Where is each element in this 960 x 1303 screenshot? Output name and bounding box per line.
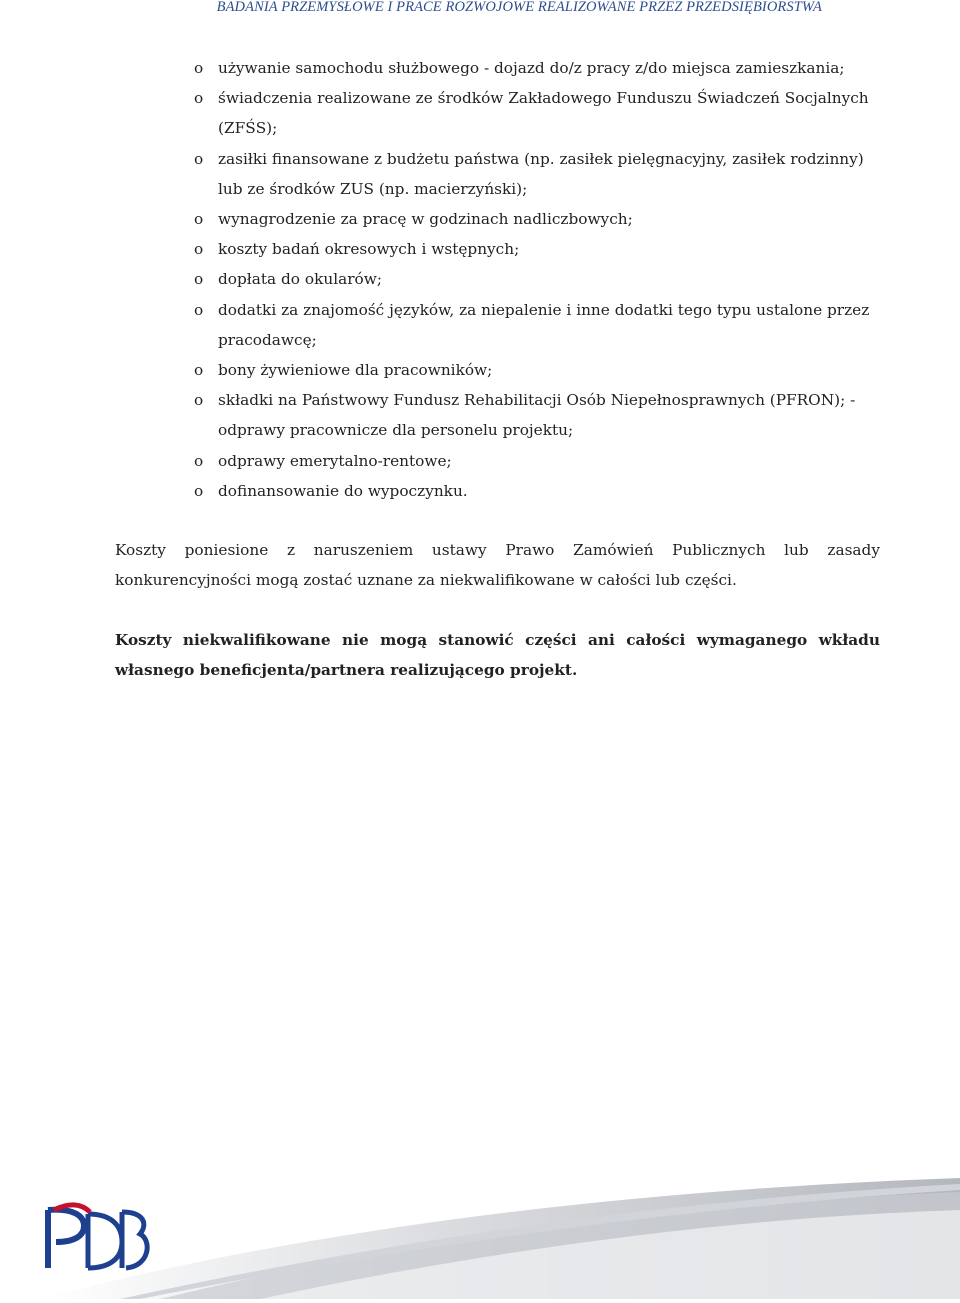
list-item xyxy=(194,295,882,355)
running-header: BADANIA PRZEMYSŁOWE I PRACE ROZWOJOWE REALIZOWANE PRZEZ PRZEDSIĘBIORSTWA xyxy=(216,0,822,15)
list-item xyxy=(194,355,882,385)
list-item xyxy=(194,144,882,204)
pdb-logo xyxy=(44,1202,154,1272)
list-bullet: o xyxy=(194,210,204,229)
list-item xyxy=(194,53,882,83)
list-bullet: o xyxy=(194,240,204,259)
list-bullet: o xyxy=(194,270,204,289)
list-item-text: odprawy emerytalno-rentowe; xyxy=(218,451,452,470)
list-item-text: dopłata do okularów; xyxy=(218,270,382,289)
list-item xyxy=(194,446,882,476)
list-item xyxy=(194,234,882,264)
list-item-text: wynagrodzenie za pracę w godzinach nadliczbowych; xyxy=(218,210,633,229)
list-item-text: koszty badań okresowych i wstępnych; xyxy=(218,240,520,259)
list-item-text: dodatki za znajomość języków, za niepalenie i inne dodatki tego typu ustalone przez pracodawcę; xyxy=(218,300,870,349)
list-item xyxy=(194,476,882,506)
list-item-text: bony żywieniowe dla pracowników; xyxy=(218,361,493,380)
page-footer xyxy=(0,1170,960,1299)
public-procurement-paragraph: Koszty poniesione z naruszeniem ustawy Prawo Zamówień Publicznych lub zasady konkurencyjności mogą zostać uznane za niekwalifikowane w całości lub części. xyxy=(115,541,880,590)
list-item xyxy=(194,264,882,294)
list-item-text: zasiłki finansowane z budżetu państwa (np. zasiłek pielęgnacyjny, zasiłek rodzinny) lub ze środków ZUS (np. macierzyński); xyxy=(218,149,864,198)
list-bullet: o xyxy=(194,451,204,470)
list-bullet: o xyxy=(194,391,204,410)
list-bullet: o xyxy=(194,361,204,380)
list-bullet: o xyxy=(194,481,204,500)
list-bullet: o xyxy=(194,149,204,168)
list-bullet: o xyxy=(194,59,204,77)
list-item-text: używanie samochodu służbowego - dojazd do/z pracy z/do miejsca zamieszkania; xyxy=(218,59,845,77)
list-item-text: składki na Państwowy Fundusz Rehabilitacji Osób Niepełnosprawnych (PFRON); - odprawy pracownicze dla personelu projektu; xyxy=(218,391,856,440)
list-bullet: o xyxy=(194,300,204,319)
list-item-text: świadczenia realizowane ze środków Zakładowego Funduszu Świadczeń Socjalnych (ZFŚS); xyxy=(218,89,869,138)
list-item-text: dofinansowanie do wypoczynku. xyxy=(218,481,468,500)
list-item xyxy=(194,385,882,445)
list-item xyxy=(194,204,882,234)
list-bullet: o xyxy=(194,89,204,108)
list-item xyxy=(194,83,882,143)
own-contribution-paragraph: Koszty niekwalifikowane nie mogą stanowić części ani całości wymaganego wkładu własnego beneficjenta/partnera realizującego projekt. xyxy=(115,631,880,680)
ineligible-costs-list xyxy=(194,53,882,506)
